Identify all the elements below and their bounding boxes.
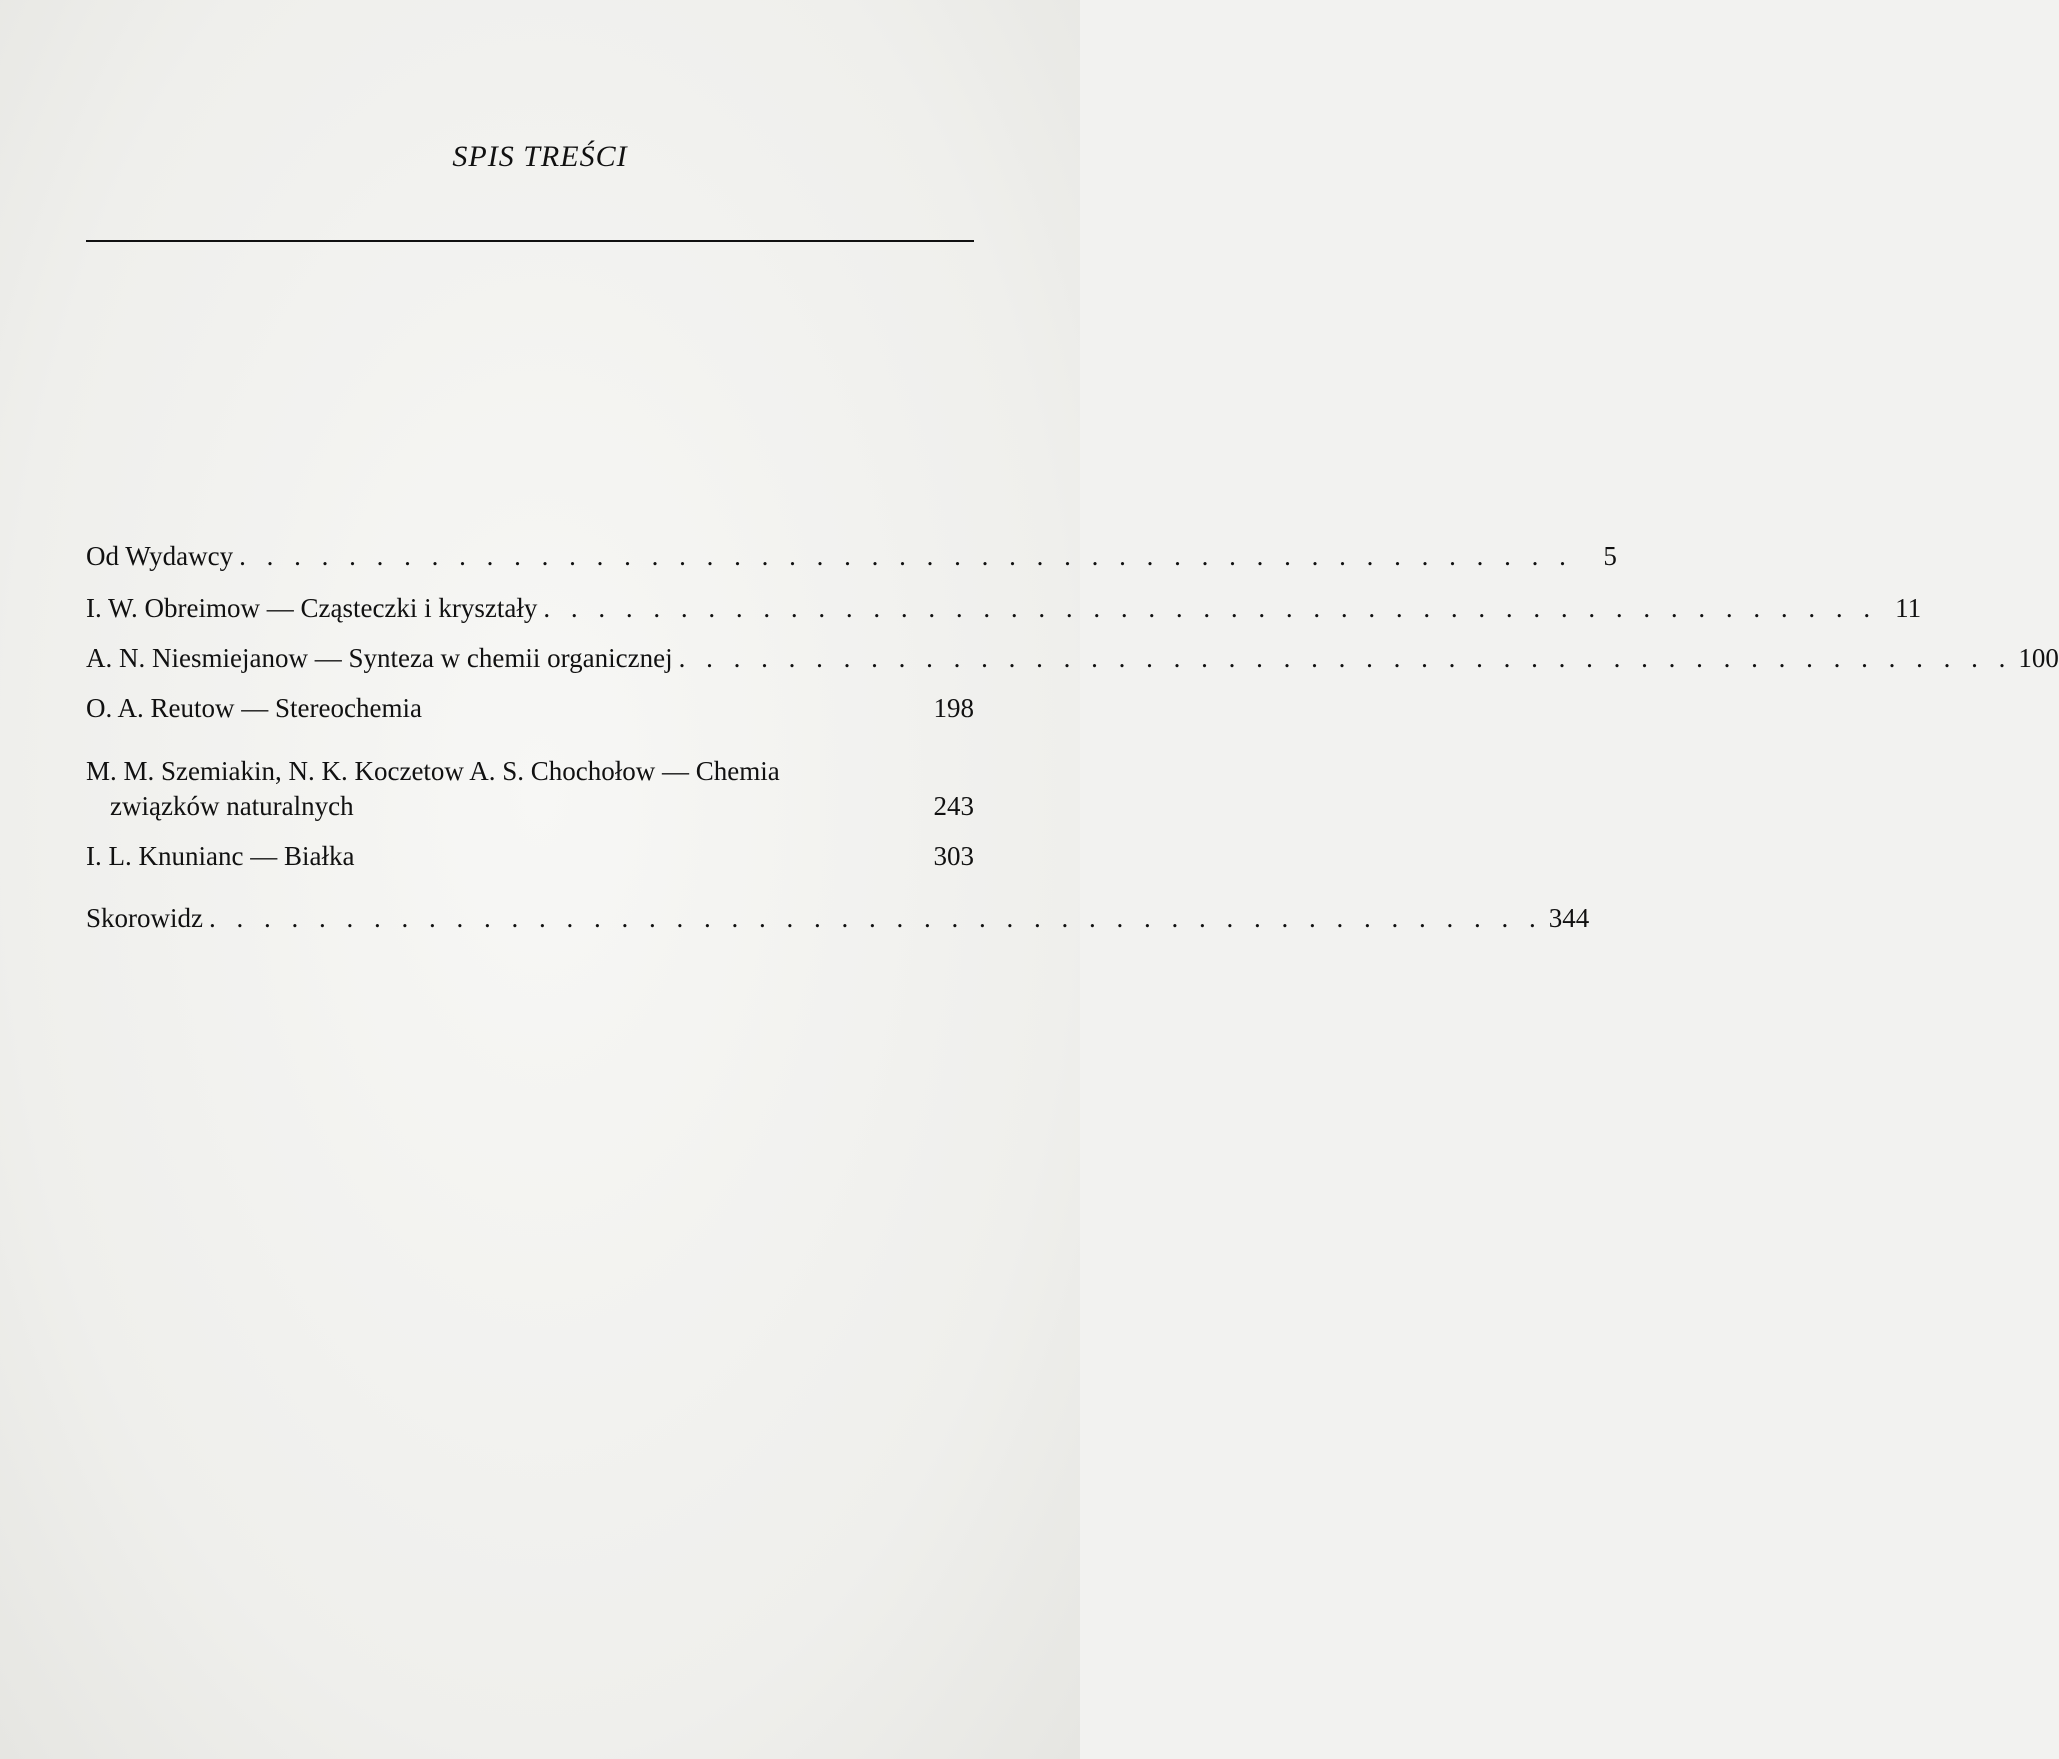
toc-page-number: 198 (933, 693, 974, 723)
toc-entry-szemiakin-continuation[interactable] (110, 788, 974, 822)
dot-leader: . . . . . . . . . . . . . . . . . . . . . . . . . . . . . . . . . . . . . . . . . . . . . . . . . (239, 541, 1573, 571)
title-rule (86, 240, 974, 242)
toc-page-number: 344 (1548, 903, 1590, 933)
toc-entry-title: M. M. Szemiakin, N. K. Koczetow A. S. Chochołow — Chemia (86, 756, 780, 786)
toc-entry-obreimow[interactable] (86, 590, 1922, 624)
toc-entry-skorowidz[interactable] (86, 900, 1590, 934)
toc-entry-title: A. N. Niesmiejanow — Synteza w chemii organicznej (86, 643, 673, 673)
toc-entry-niesmiejanow[interactable] (86, 640, 2059, 674)
toc-page-number: 5 (1603, 541, 1617, 571)
toc-entry-title-continuation: związków naturalnych (110, 791, 354, 821)
dot-leader: . . . . . . . . . . . . . . . . . . . . . . . . . . . . . . . . . . . . . . . . . . . . . . . . . (678, 643, 2013, 673)
toc-page-number: 100 (2018, 643, 2059, 673)
toc-page-number: 243 (933, 791, 974, 821)
page-title: SPIS TREŚCI (452, 140, 628, 173)
toc-entry-od-wydawcy[interactable] (86, 538, 1617, 572)
toc-page-number: 303 (933, 841, 974, 871)
dot-leader: . . . . . . . . . . . . . . . . . . . . . . . . . . . . . . . . . . . . . . . . . . . . . . . . . (543, 593, 1878, 623)
toc-page-number: 11 (1895, 593, 1922, 623)
toc-entry-szemiakin[interactable] (86, 754, 780, 788)
toc-entry-title: I. W. Obreimow — Cząsteczki i kryształy (86, 593, 538, 623)
dot-leader: . . . . . . . . . . . . . . . . . . . . . . . . . . . . . . . . . . . . . . . . . . . . . . . . . (209, 903, 1543, 933)
toc-entry-reutow[interactable] (86, 690, 974, 724)
toc-entry-title: Od Wydawcy (86, 541, 234, 571)
toc-entry-title: O. A. Reutow — Stereochemia (86, 693, 422, 723)
toc-entry-title: I. L. Knunianc — Białka (86, 841, 355, 871)
toc-entry-title: Skorowidz (86, 903, 203, 933)
toc-entry-knunianc[interactable] (86, 838, 974, 872)
